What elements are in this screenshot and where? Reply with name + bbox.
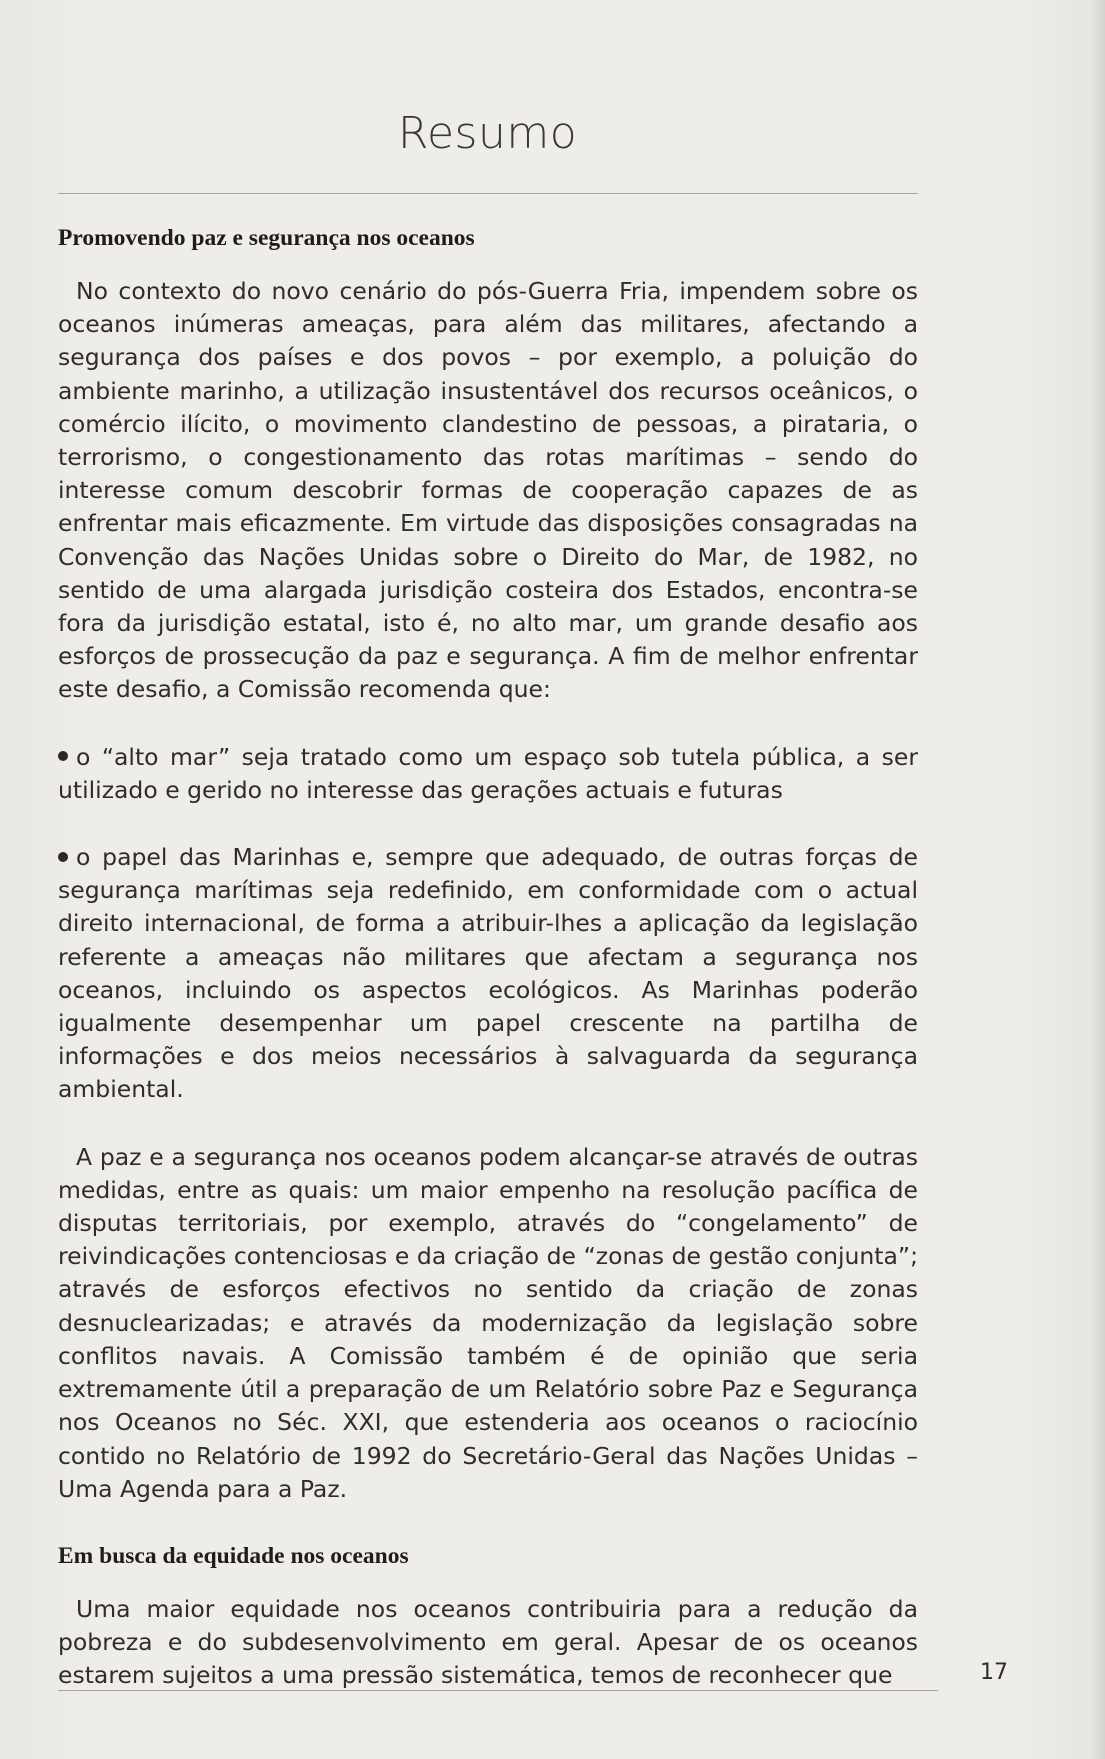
section-heading-peace: Promovendo paz e segurança nos oceanos — [58, 225, 475, 251]
title-divider — [58, 193, 918, 194]
page-title: Resumo — [397, 108, 578, 159]
bullet-icon — [58, 852, 68, 862]
section-heading-equity: Em busca da equidade nos oceanos — [58, 1542, 409, 1569]
paragraph-measures: A paz e a segurança nos oceanos podem alcançar-se através de outras medidas, entre as quais: um maior empenho na resolução pacífica de disputas territoriais, por exemplo, através do “congelamento” de reivindicações contenciosas e da criação de “zonas de gestão conjunta”; através de esforços efectivos no sentido da criação de zonas desnuclearizadas; e através da modernização da legislação sobre conflitos navais. A Comissão também é de opinião que seria extremamente útil a preparação de um Relatório sobre Paz e Segurança nos Oceanos no Séc. XXI, que estenderia aos oceanos o raciocínio contido no Relatório de 1992 do Secretário-Geral das Nações Unidas – Uma Agenda para a Paz. — [58, 1142, 918, 1503]
body-text — [58, 222, 918, 1693]
bullet-navies-text: o papel das Marinhas e, sempre que adequado, de outras forças de segurança marítimas seja redefinido, em conformidade com o actual direito internacional, de forma a atribuir-lhes a aplicação da legislação referente a ameaças não militares que afectam a segurança nos oceanos, incluindo os aspectos ecológicos. As Marinhas poderão igualmente desempenhar um papel crescente na partilha de informações e dos meios necessários à salvaguarda da segurança ambiental. — [58, 843, 918, 1104]
bullet-high-seas-text: o “alto mar” seja tratado como um espaço sob tutela pública, a ser utilizado e gerido no interesse das gerações actuais e futuras — [58, 742, 918, 804]
bullet-navies — [58, 841, 918, 1107]
paragraph-threats: No contexto do novo cenário do pós-Guerra Fria, impendem sobre os oceanos inúmeras ameaças, para além das militares, afectando a segurança dos países e dos povos – por exemplo, a poluição do ambiente marinho, a utilização insustentável dos recursos oceânicos, o comércio ilícito, o movimento clandestino de pessoas, a pirataria, o terrorismo, o congestionamento das rotas marítimas – sendo do interesse comum descobrir formas de cooperação capazes de as enfrentar mais eficazmente. Em virtude das disposições consagradas na Convenção das Nações Unidas sobre o Direito do Mar, de 1982, no sentido de uma alargada jurisdição costeira dos Estados, encontra-se fora da jurisdição estatal, isto é, no alto mar, um grande desafio aos esforços de prossecução da paz e segurança. A fim de melhor enfrentar este desafio, a Comissão recomenda que: — [58, 277, 918, 704]
page-edge-shadow — [1091, 0, 1105, 1759]
bullet-high-seas — [58, 741, 918, 807]
page-number: 17 — [980, 1660, 1008, 1685]
bullet-icon — [58, 751, 68, 761]
paragraph-equity: Uma maior equidade nos oceanos contribuiria para a redução da pobreza e do subdesenvolvimento em geral. Apesar de os oceanos estarem sujeitos a uma pressão sistemática, temos de reconhecer que — [58, 1594, 918, 1690]
footer-divider — [58, 1690, 938, 1691]
